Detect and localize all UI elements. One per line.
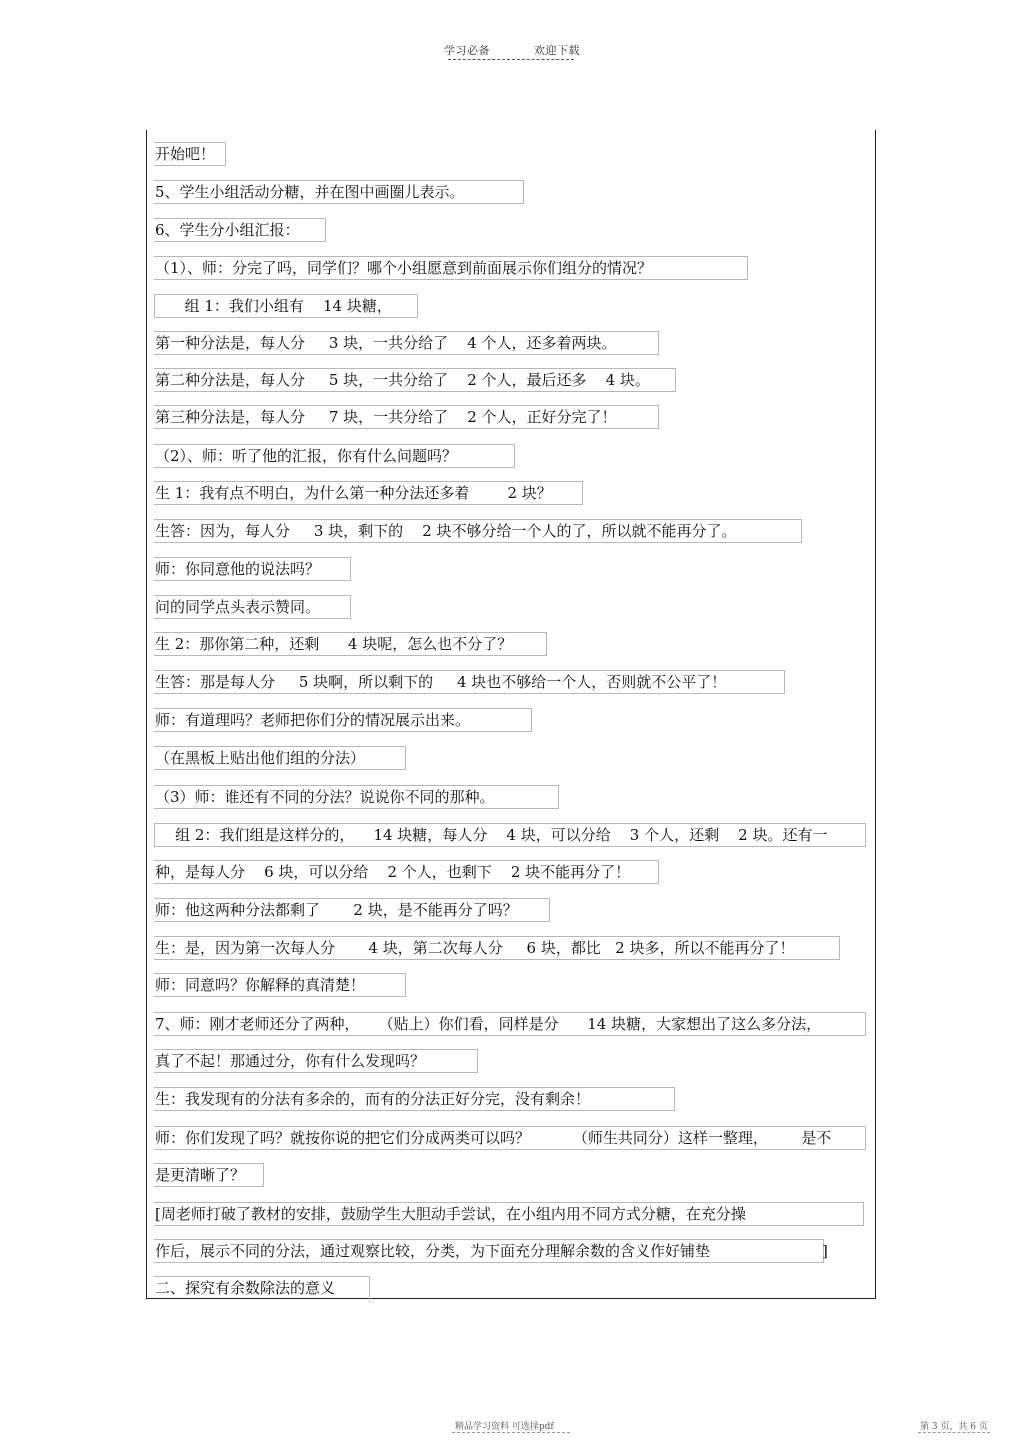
text-line: 生 2：那你第二种，还剩 4 块呢，怎么也不分了？ (154, 632, 547, 656)
text-line: 师：有道理吗？老师把你们分的情况展示出来。 (154, 708, 532, 732)
footer-divider (918, 1432, 990, 1433)
text-line: 生答：那是每人分 5 块啊，所以剩下的 4 块也不够给一个人，否则就不公平了！ (154, 670, 785, 694)
text-line: 师：同意吗？你解释的真清楚！ (154, 973, 406, 997)
text-line: 师：你们发现了吗？就按你说的把它们分成两类可以吗？ （师生共同分）这样一整理， 是不 (154, 1126, 866, 1150)
header-divider (448, 59, 574, 60)
footer-divider (452, 1432, 570, 1433)
text-line: 作后，展示不同的分法，通过观察比较，分类，为下面充分理解余数的含义作好铺垫 (154, 1239, 824, 1263)
text-line: （2）、师：听了他的汇报，你有什么问题吗？ (154, 444, 515, 468)
text-line: （3）师：谁还有不同的分法？说说你不同的那种。 (154, 785, 559, 809)
text-line: 师：你同意他的说法吗？ (154, 557, 351, 581)
text-line: 师：他这两种分法都剩了 2 块，是不能再分了吗？ (154, 898, 550, 922)
text-line: 组 2：我们组是这样分的， 14 块糖，每人分 4 块，可以分给 3 个人，还剩 2 块。还有一 (154, 823, 866, 847)
text-line: （1）、师：分完了吗，同学们？哪个小组愿意到前面展示你们组分的情况？ (154, 256, 748, 280)
text-line: 种，是每人分 6 块，可以分给 2 个人，也剩下 2 块不能再分了！ (154, 860, 659, 884)
closing-bracket: ] (822, 1242, 828, 1260)
page-header (0, 42, 1024, 58)
text-line: 6、学生分小组汇报： (154, 218, 326, 242)
text-line: 5、学生小组活动分糖，并在图中画圈儿表示。 (154, 180, 524, 204)
text-line: 第一种分法是，每人分 3 块，一共分给了 4 个人，还多着两块。 (154, 331, 659, 355)
text-line: 生：我发现有的分法有多余的，而有的分法正好分完，没有剩余！ (154, 1087, 675, 1111)
text-line: 真了不起！那通过分，你有什么发现吗？ (154, 1049, 478, 1073)
text-line: 组 1：我们小组有 14 块糖， (154, 294, 418, 318)
text-line: 生：是，因为第一次每人分 4 块，第二次每人分 6 块，都比 2 块多，所以不能再分了！ (154, 936, 840, 960)
text-line: 是更清晰了？ (154, 1163, 264, 1187)
text-line: 问的同学点头表示赞同。 (154, 595, 351, 619)
section-heading: 二、探究有余数除法的意义 (154, 1276, 370, 1300)
page-number: 第 3 页，共 6 页 (920, 1422, 988, 1432)
text-line: 开始吧！ (154, 142, 226, 166)
footer-left-text: 精品学习资料 可选择pdf (455, 1422, 554, 1432)
text-line: （在黑板上贴出他们组的分法） (154, 746, 406, 770)
text-line: [周老师打破了教材的安排，鼓励学生大胆动手尝试，在小组内用不同方式分糖，在充分操 (154, 1202, 864, 1226)
text-line: 7、师：刚才老师还分了两种， （贴上）你们看，同样是分 14 块糖，大家想出了这么多分法， (154, 1012, 866, 1036)
header-right-text: 欢迎下载 (534, 44, 580, 57)
text-line: 生 1：我有点不明白，为什么第一种分法还多着 2 块？ (154, 481, 583, 505)
text-line: 第二种分法是，每人分 5 块，一共分给了 2 个人，最后还多 4 块。 (154, 368, 676, 392)
text-line: 第三种分法是，每人分 7 块，一共分给了 2 个人，正好分完了！ (154, 405, 659, 429)
text-line: 生答：因为，每人分 3 块，剩下的 2 块不够分给一个人的了，所以就不能再分了。 (154, 519, 802, 543)
header-left-text: 学习必备 (444, 44, 490, 57)
